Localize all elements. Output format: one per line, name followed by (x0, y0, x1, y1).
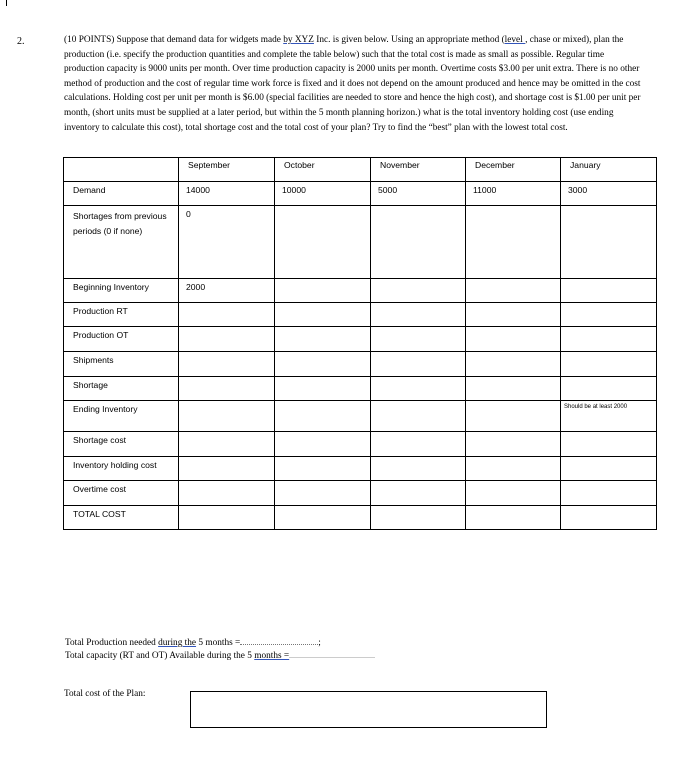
overtime-cost-cell[interactable] (179, 481, 275, 506)
beginning-inventory-november[interactable] (371, 279, 466, 303)
production-rt-cell[interactable] (371, 303, 466, 327)
overtime-cost-cell[interactable] (561, 481, 657, 506)
header-september: September (179, 158, 275, 182)
overtime-cost-cell[interactable] (466, 481, 561, 506)
beginning-inventory-october[interactable] (275, 279, 371, 303)
total-cost-answer-box[interactable] (190, 691, 547, 728)
shortage-cost-cell[interactable] (561, 432, 657, 457)
shipments-cell[interactable] (371, 352, 466, 377)
total-capacity-underlined: months = (254, 651, 290, 661)
row-label: Shortage cost (64, 432, 179, 457)
holding-cost-cell[interactable] (179, 457, 275, 481)
row-label: Inventory holding cost (64, 457, 179, 481)
row-label: Demand (64, 182, 179, 206)
total-cost-cell[interactable] (179, 506, 275, 530)
ending-inventory-cell[interactable] (275, 401, 371, 432)
production-rt-cell[interactable] (466, 303, 561, 327)
problem-level-underlined: level (504, 35, 526, 45)
overtime-cost-cell[interactable] (275, 481, 371, 506)
shortages-previous-december[interactable] (466, 206, 561, 279)
beginning-inventory-january[interactable] (561, 279, 657, 303)
header-december: December (466, 158, 561, 182)
question-number: 2. (17, 36, 25, 47)
production-rt-cell[interactable] (561, 303, 657, 327)
shortages-previous-november[interactable] (371, 206, 466, 279)
demand-january[interactable]: 3000 (561, 182, 657, 206)
holding-cost-cell[interactable] (371, 457, 466, 481)
shortage-cell[interactable] (275, 377, 371, 401)
total-cost-of-plan-label: Total cost of the Plan: (64, 689, 146, 699)
problem-text-3: , chase or mixed), plan the production (i.e. specify the production quantities and complete the table below) such that the total cost is made as small as possible. Regular time production capacity is 9000 units per month. Over time production capacity is 2000 units per month. Overtime costs $3.00 per unit extra. There is no other method of production and the cost of regular time work force is fixed and it does not depend on the amount produced and hence may be omitted in the cost calculations. Holding cost per unit per month is $6.00 (special facilities are needed to store and hence the high cost), and shortage cost is $1.00 per unit per month, (short units must be supplied at a later period, but within the 5 month planning horizon.) what is the total inventory holding cost (use ending inventory to calculate this cost), total shortage cost and the total cost of your plan? Try to find the “best” plan with the lowest total cost. (64, 35, 641, 133)
table-header-row (64, 158, 657, 182)
holding-cost-cell[interactable] (561, 457, 657, 481)
total-cost-cell[interactable] (561, 506, 657, 530)
ending-inventory-january-note[interactable]: Should be at least 2000 (561, 401, 657, 432)
holding-cost-cell[interactable] (275, 457, 371, 481)
total-capacity-text: Total capacity (RT and OT) Available during the 5 (65, 651, 255, 661)
problem-text-1: (10 POINTS) Suppose that demand data for widgets made (64, 35, 284, 45)
shortage-cost-cell[interactable] (466, 432, 561, 457)
holding-cost-cell[interactable] (466, 457, 561, 481)
header-corner-cell (64, 158, 179, 182)
total-cost-cell[interactable] (275, 506, 371, 530)
total-production-text: Total Production needed (65, 638, 159, 648)
row-shipments (64, 352, 657, 377)
row-shortage (64, 377, 657, 401)
row-production-rt (64, 303, 657, 327)
header-january: January (561, 158, 657, 182)
production-plan-table (63, 157, 657, 530)
production-ot-cell[interactable] (466, 327, 561, 352)
demand-september[interactable]: 14000 (179, 182, 275, 206)
shortages-previous-january[interactable] (561, 206, 657, 279)
row-ending-inventory (64, 401, 657, 432)
shortage-cell[interactable] (179, 377, 275, 401)
row-label: Overtime cost (64, 481, 179, 506)
production-ot-cell[interactable] (275, 327, 371, 352)
shipments-cell[interactable] (561, 352, 657, 377)
header-november: November (371, 158, 466, 182)
total-capacity-answer-blank[interactable] (289, 657, 375, 658)
total-capacity-line (65, 651, 375, 661)
demand-october[interactable]: 10000 (275, 182, 371, 206)
total-production-equals: 5 months = (196, 638, 241, 648)
shipments-cell[interactable] (466, 352, 561, 377)
page-corner-mark (6, 0, 7, 6)
ending-inventory-cell[interactable] (179, 401, 275, 432)
shortage-cell[interactable] (561, 377, 657, 401)
row-demand (64, 182, 657, 206)
overtime-cost-cell[interactable] (371, 481, 466, 506)
total-cost-cell[interactable] (371, 506, 466, 530)
total-production-semicolon: ; (318, 638, 321, 648)
row-shortage-cost (64, 432, 657, 457)
ending-inventory-cell[interactable] (466, 401, 561, 432)
row-beginning-inventory (64, 279, 657, 303)
total-production-answer-blank[interactable] (240, 644, 318, 645)
row-total-cost (64, 506, 657, 530)
shortage-cost-cell[interactable] (275, 432, 371, 457)
problem-statement (64, 33, 644, 135)
demand-november[interactable]: 5000 (371, 182, 466, 206)
row-label: Shortage (64, 377, 179, 401)
row-label: Beginning Inventory (64, 279, 179, 303)
shortage-cost-cell[interactable] (179, 432, 275, 457)
production-ot-cell[interactable] (561, 327, 657, 352)
total-production-needed-line (65, 638, 321, 648)
production-ot-cell[interactable] (179, 327, 275, 352)
row-label: TOTAL COST (64, 506, 179, 530)
row-overtime-cost (64, 481, 657, 506)
problem-text-2: Inc. is given below. Using an appropriate method ( (313, 35, 505, 45)
shortage-cell[interactable] (371, 377, 466, 401)
demand-december[interactable]: 11000 (466, 182, 561, 206)
production-rt-cell[interactable] (179, 303, 275, 327)
problem-company-underlined: by XYZ (283, 35, 314, 45)
shortages-previous-september[interactable]: 0 (179, 206, 275, 279)
header-october: October (275, 158, 371, 182)
row-inventory-holding-cost (64, 457, 657, 481)
shortage-cost-cell[interactable] (371, 432, 466, 457)
beginning-inventory-september[interactable]: 2000 (179, 279, 275, 303)
ending-inventory-cell[interactable] (371, 401, 466, 432)
production-rt-cell[interactable] (275, 303, 371, 327)
total-cost-cell[interactable] (466, 506, 561, 530)
row-shortages-previous (64, 206, 657, 279)
row-label: Production OT (64, 327, 179, 352)
production-ot-cell[interactable] (371, 327, 466, 352)
row-label: Production RT (64, 303, 179, 327)
shortage-cell[interactable] (466, 377, 561, 401)
beginning-inventory-december[interactable] (466, 279, 561, 303)
shortages-previous-october[interactable] (275, 206, 371, 279)
row-label: Shipments (64, 352, 179, 377)
row-production-ot (64, 327, 657, 352)
shipments-cell[interactable] (275, 352, 371, 377)
total-production-underlined: during the (158, 638, 197, 648)
row-label: Shortages from previous periods (0 if none) (64, 206, 179, 279)
shipments-cell[interactable] (179, 352, 275, 377)
row-label: Ending Inventory (64, 401, 179, 432)
